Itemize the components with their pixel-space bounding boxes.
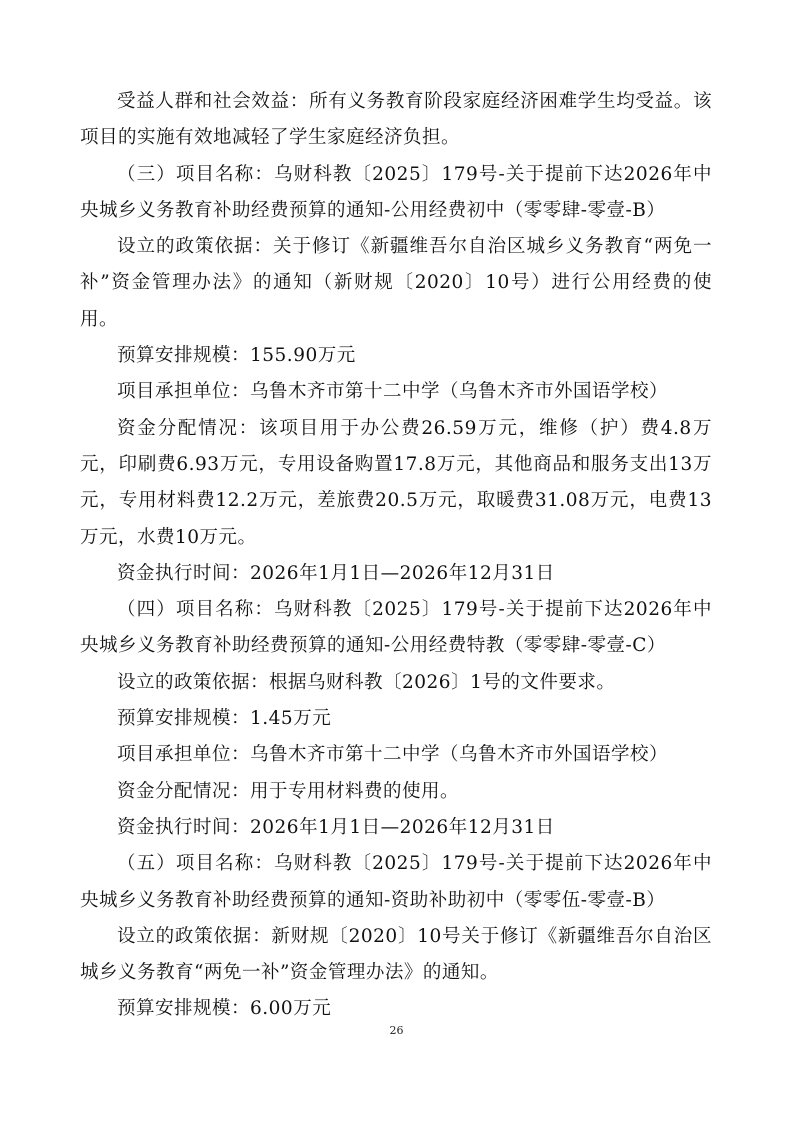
paragraph-project-4-period: 资金执行时间：2026年1月1日—2026年12月31日 <box>117 816 555 838</box>
paragraph-project-4-title: （四）项目名称：乌财科教〔2025〕179号-关于提前下达2026年中央城乡义务教育补助经费预算的通知-公用经费特教（零零肆-零壹-C） <box>80 599 712 657</box>
paragraph-project-3-unit: 项目承担单位：乌鲁木齐市第十二中学（乌鲁木齐市外国语学校） <box>117 381 669 403</box>
paragraph-project-4-budget: 预算安排规模：1.45万元 <box>117 708 332 730</box>
paragraph-project-5-title: （五）项目名称：乌财科教〔2025〕179号-关于提前下达2026年中央城乡义务教育补助经费预算的通知-资助补助初中（零零伍-零壹-B） <box>80 853 712 911</box>
paragraph-project-3-policy-basis: 设立的政策依据：关于修订《新疆维吾尔自治区城乡义务教育“两免一补”资金管理办法》的通知（新财规〔2020〕10号）进行公用经费的使用。 <box>80 236 712 330</box>
paragraph-beneficiaries: 受益人群和社会效益：所有义务教育阶段家庭经济困难学生均受益。该项目的实施有效地减轻了学生家庭经济负担。 <box>80 91 712 149</box>
page-number: 26 <box>389 1024 404 1037</box>
document-body <box>80 84 712 1028</box>
paragraph-project-4-allocation: 资金分配情况：用于专用材料费的使用。 <box>117 780 460 802</box>
paragraph-project-3-title: （三）项目名称：乌财科教〔2025〕179号-关于提前下达2026年中央城乡义务教育补助经费预算的通知-公用经费初中（零零肆-零壹-B） <box>80 163 712 221</box>
paragraph-project-5-budget: 预算安排规模：6.00万元 <box>117 998 332 1020</box>
paragraph-project-3-budget: 预算安排规模：155.90万元 <box>117 345 356 367</box>
paragraph-project-4-unit: 项目承担单位：乌鲁木齐市第十二中学（乌鲁木齐市外国语学校） <box>117 744 669 766</box>
paragraph-project-4-policy-basis: 设立的政策依据：根据乌财科教〔2026〕1号的文件要求。 <box>117 671 616 693</box>
paragraph-project-3-allocation: 资金分配情况：该项目用于办公费26.59万元，维修（护）费4.8万元，印刷费6.93万元，专用设备购置17.8万元，其他商品和服务支出13万元，专用材料费12.2万元，差旅费20.5万元，取暖费31.08万元，电费13万元，水费10万元。 <box>80 417 712 548</box>
paragraph-project-3-period: 资金执行时间：2026年1月1日—2026年12月31日 <box>117 562 555 584</box>
paragraph-project-5-policy-basis: 设立的政策依据：新财规〔2020〕10号关于修订《新疆维吾尔自治区城乡义务教育“两免一补”资金管理办法》的通知。 <box>80 925 712 984</box>
